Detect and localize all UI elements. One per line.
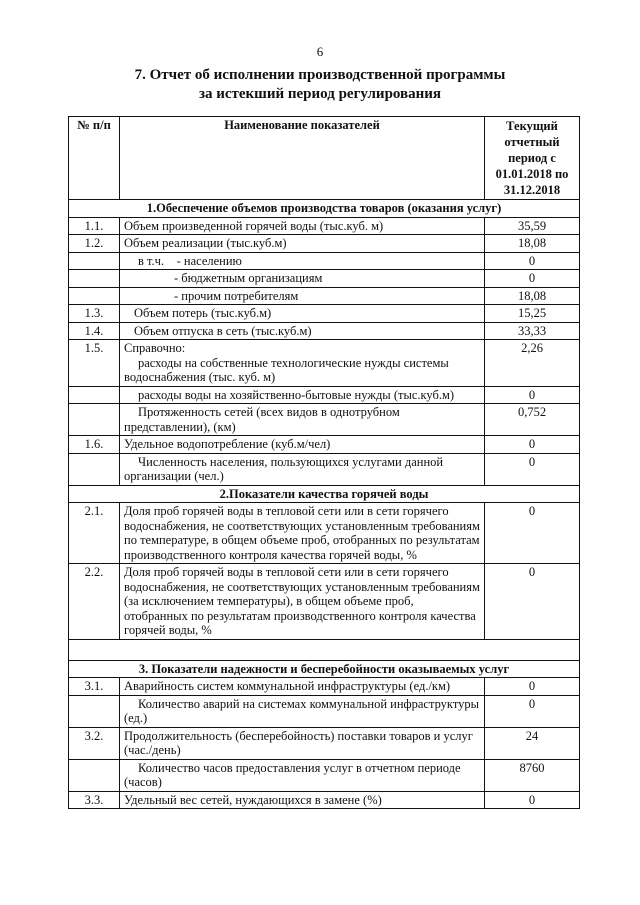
row-number bbox=[69, 404, 120, 436]
section-row bbox=[69, 485, 580, 503]
table-row bbox=[69, 759, 580, 791]
row-number: 1.3. bbox=[69, 305, 120, 323]
row-number: 1.4. bbox=[69, 322, 120, 340]
row-value: 0 bbox=[485, 436, 580, 454]
row-name: Количество часов предоставления услуг в отчетном периоде (часов) bbox=[120, 759, 485, 791]
table-row bbox=[69, 235, 580, 253]
table-row bbox=[69, 564, 580, 640]
row-name: Удельный вес сетей, нуждающихся в замене (%) bbox=[120, 791, 485, 809]
row-value: 0 bbox=[485, 252, 580, 270]
row-name bbox=[120, 252, 485, 270]
row-name-prefix: в т.ч. bbox=[138, 253, 165, 268]
row-name: Аварийность систем коммунальной инфраструктуры (ед./км) bbox=[120, 678, 485, 696]
row-number bbox=[69, 453, 120, 485]
row-name: расходы воды на хозяйственно-бытовые нужды (тыс.куб.м) bbox=[120, 386, 485, 404]
table-row bbox=[69, 791, 580, 809]
row-number: 1.2. bbox=[69, 235, 120, 253]
section-title-2: 2.Показатели качества горячей воды bbox=[69, 485, 580, 503]
row-number: 1.5. bbox=[69, 340, 120, 387]
report-title-line-1: 7. Отчет об исполнении производственной программы bbox=[134, 67, 506, 83]
row-number bbox=[69, 287, 120, 305]
row-value: 0 bbox=[485, 386, 580, 404]
page-number: 6 bbox=[316, 44, 324, 59]
row-name-heading: Справочно: bbox=[124, 341, 186, 355]
table-row bbox=[69, 340, 580, 387]
table-row bbox=[69, 270, 580, 288]
table-row bbox=[69, 695, 580, 727]
row-name: Количество аварий на системах коммунальной инфраструктуры (ед.) bbox=[120, 695, 485, 727]
row-name: - бюджетным организациям bbox=[120, 270, 485, 288]
row-name-detail: расходы на собственные технологические нужды системы водоснабжения (тыс. куб. м) bbox=[124, 355, 449, 384]
row-value: 0 bbox=[485, 678, 580, 696]
table-row bbox=[69, 322, 580, 340]
row-name: Удельное водопотребление (куб.м/чел) bbox=[120, 436, 485, 454]
row-number: 1.1. bbox=[69, 217, 120, 235]
row-value: 0 bbox=[485, 503, 580, 564]
section-row bbox=[69, 660, 580, 678]
report-title bbox=[0, 66, 640, 104]
row-name bbox=[120, 340, 485, 387]
row-number bbox=[69, 759, 120, 791]
table-row bbox=[69, 252, 580, 270]
row-number: 3.3. bbox=[69, 791, 120, 809]
table-row bbox=[69, 287, 580, 305]
row-value: 35,59 bbox=[485, 217, 580, 235]
row-value: 15,25 bbox=[485, 305, 580, 323]
row-name: Объем произведенной горячей воды (тыс.куб. м) bbox=[120, 217, 485, 235]
row-name: Объем потерь (тыс.куб.м) bbox=[120, 305, 485, 323]
report-table bbox=[68, 116, 580, 809]
blank-cell bbox=[69, 639, 580, 660]
table-header-row bbox=[69, 117, 580, 200]
row-value: 24 bbox=[485, 727, 580, 759]
section-row bbox=[69, 200, 580, 218]
row-value: 0 bbox=[485, 564, 580, 640]
report-title-line-2: за истекший период регулирования bbox=[198, 86, 442, 102]
row-number: 2.2. bbox=[69, 564, 120, 640]
header-indicator-name: Наименование показателей bbox=[120, 117, 485, 200]
header-number: № п/п bbox=[69, 117, 120, 200]
row-value: 0 bbox=[485, 453, 580, 485]
row-value: 0 bbox=[485, 695, 580, 727]
header-current-period: Текущий отчетный период с 01.01.2018 по 31.12.2018 bbox=[485, 117, 580, 200]
row-number: 3.1. bbox=[69, 678, 120, 696]
row-name: - прочим потребителям bbox=[120, 287, 485, 305]
row-value: 0,752 bbox=[485, 404, 580, 436]
row-name: Численность населения, пользующихся услугами данной организации (чел.) bbox=[120, 453, 485, 485]
table-row bbox=[69, 436, 580, 454]
row-value: 18,08 bbox=[485, 287, 580, 305]
row-number: 3.2. bbox=[69, 727, 120, 759]
row-name: Доля проб горячей воды в тепловой сети или в сети горячего водоснабжения, не соответствующих установленным требованиям (за исключением температуры), в общем объеме проб, отобранных по результатам производственного контроля качества горячей воды, % bbox=[120, 564, 485, 640]
section-title-1: 1.Обеспечение объемов производства товаров (оказания услуг) bbox=[69, 200, 580, 218]
table-row bbox=[69, 727, 580, 759]
table-row bbox=[69, 404, 580, 436]
row-number bbox=[69, 270, 120, 288]
table-row bbox=[69, 305, 580, 323]
row-number: 1.6. bbox=[69, 436, 120, 454]
row-number bbox=[69, 252, 120, 270]
row-value: 8760 bbox=[485, 759, 580, 791]
row-name: Доля проб горячей воды в тепловой сети или в сети горячего водоснабжения, не соответствующих установленным требованиям по температуре, в общем объеме проб, отобранных по результатам производственного контроля качества горячей воды, % bbox=[120, 503, 485, 564]
row-number bbox=[69, 695, 120, 727]
row-name: Протяженность сетей (всех видов в однотрубном представлении), (км) bbox=[120, 404, 485, 436]
table-row bbox=[69, 678, 580, 696]
row-name: Объем отпуска в сеть (тыс.куб.м) bbox=[120, 322, 485, 340]
row-value: 2,26 bbox=[485, 340, 580, 387]
row-name: Объем реализации (тыс.куб.м) bbox=[120, 235, 485, 253]
row-number bbox=[69, 386, 120, 404]
row-name-item: - населению bbox=[176, 253, 242, 268]
blank-row bbox=[69, 639, 580, 660]
row-value: 33,33 bbox=[485, 322, 580, 340]
row-value: 18,08 bbox=[485, 235, 580, 253]
row-value: 0 bbox=[485, 270, 580, 288]
row-value: 0 bbox=[485, 791, 580, 809]
row-name: Продолжительность (бесперебойность) поставки товаров и услуг (час./день) bbox=[120, 727, 485, 759]
table-row bbox=[69, 453, 580, 485]
section-title-3: 3. Показатели надежности и бесперебойности оказываемых услуг bbox=[69, 660, 580, 678]
row-number: 2.1. bbox=[69, 503, 120, 564]
table-row bbox=[69, 386, 580, 404]
table-row bbox=[69, 503, 580, 564]
table-row bbox=[69, 217, 580, 235]
